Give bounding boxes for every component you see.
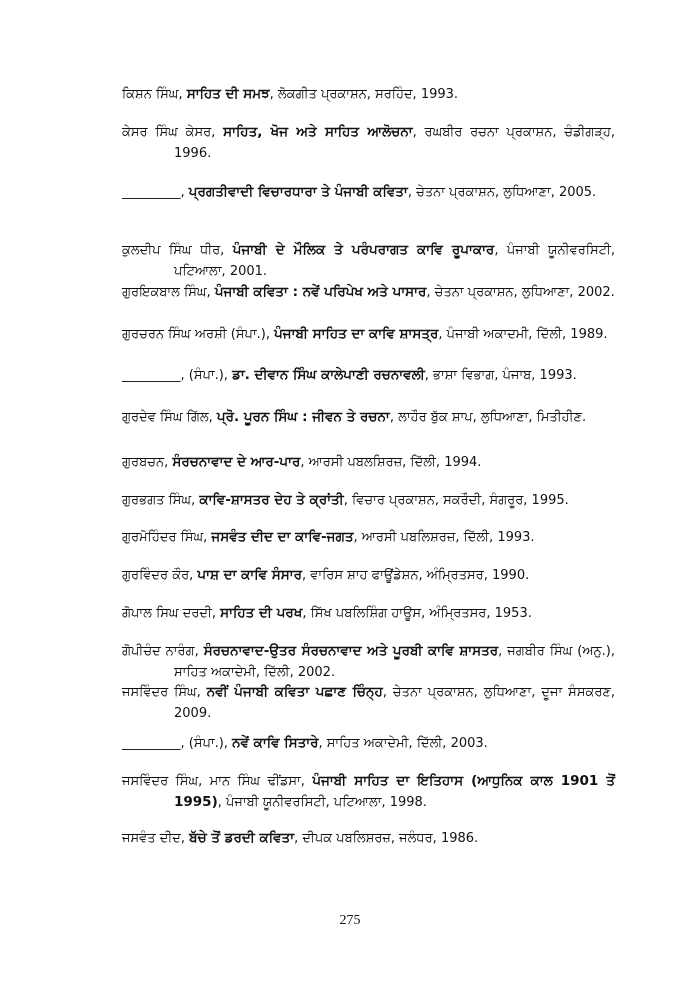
- entry-publication: , ਲਾਹੌਰ ਬੁੱਕ ਸ਼ਾਪ, ਲੁਧਿਆਣਾ, ਮਿਤੀਹੀਣ.: [389, 410, 587, 425]
- bibliography-entry: [122, 565, 615, 586]
- bibliography-entry: [122, 771, 615, 813]
- entry-publication: , ਭਾਸ਼ਾ ਵਿਭਾਗ, ਪੰਜਾਬ, 1993.: [424, 368, 577, 383]
- entry-publication: , ਚੇਤਨਾ ਪ੍ਰਕਾਸ਼ਨ, ਲੁਧਿਆਣਾ, 2002.: [426, 285, 615, 300]
- entry-author: ਗੁਰਚਰਨ ਸਿੰਘ ਅਰਸ਼ੀ (ਸੰਪਾ.),: [122, 327, 275, 342]
- entry-author: ਗੁਰਵਿੰਦਰ ਕੌਰ,: [122, 568, 198, 583]
- entry-author: _________,: [122, 185, 189, 200]
- entry-author: ਗੋਪੀਚੰਦ ਨਾਰੰਗ,: [122, 644, 204, 659]
- bibliography-entry: [122, 282, 615, 303]
- entry-publication: , ਲੋਕਗੀਤ ਪ੍ਰਕਾਸ਼ਨ, ਸਰਹਿੰਦ, 1993.: [269, 87, 459, 102]
- entry-publication: , ਸਾਹਿਤ ਅਕਾਦੇਮੀ, ਦਿੱਲੀ, 2003.: [318, 736, 488, 751]
- entry-publication: , ਪੰਜਾਬੀ ਯੂਨੀਵਰਸਿਟੀ, ਪਟਿਆਲਾ, 1998.: [217, 795, 427, 810]
- entry-publication: , ਜਗਬੀਰ ਸਿੰਘ (ਅਨੁ.), ਸਾਹਿਤ ਅਕਾਦੇਮੀ, ਦਿੱਲੀ, 2002.: [174, 644, 615, 680]
- entry-author: _________, (ਸੰਪਾ.),: [122, 368, 233, 383]
- entry-title: ਪੰਜਾਬੀ ਸਾਹਿਤ ਦਾ ਇਤਿਹਾਸ (ਆਧੁਨਿਕ ਕਾਲ 1901 ਤੋਂ 1995): [174, 773, 615, 810]
- entry-title: ਸਾਹਿਤ, ਖੋਜ ਅਤੇ ਸਾਹਿਤ ਆਲੋਚਨਾ: [223, 124, 413, 140]
- entry-publication: , ਆਰਸੀ ਪਬਲਿਸ਼ਰਜ਼, ਦਿੱਲੀ, 1993.: [353, 530, 535, 545]
- bibliography-entry: [122, 828, 615, 849]
- entry-author: ਗੁਰਦੇਵ ਸਿੰਘ ਗਿੱਲ,: [122, 410, 217, 425]
- bibliography-entry: [122, 324, 615, 345]
- bibliography-entry: [122, 733, 615, 754]
- entry-publication: , ਪੰਜਾਬੀ ਅਕਾਦਮੀ, ਦਿੱਲੀ, 1989.: [438, 327, 608, 342]
- bibliography-entry: [122, 84, 615, 105]
- bibliography-entry: [122, 490, 615, 511]
- entry-author: ਗੋਪਾਲ ਸਿਘ ਦਰਦੀ,: [122, 606, 221, 621]
- entry-author: ਕੇਸਰ ਸਿੰਘ ਕੇਸਰ,: [122, 125, 224, 140]
- entry-publication: , ਚੇਤਨਾ ਪ੍ਰਕਾਸ਼ਨ, ਲੁਧਿਆਣਾ, 2005.: [407, 185, 597, 200]
- entry-title: ਸੰਰਚਨਾਵਾਦ ਦੇ ਆਰ-ਪਾਰ: [172, 454, 301, 470]
- bibliography-entry: [122, 452, 615, 473]
- entry-author: ਗੁਰਮੋਹਿੰਦਰ ਸਿੰਘ,: [122, 530, 212, 545]
- entry-title: ਸਾਹਿਤ ਦੀ ਸਮਝ: [186, 86, 270, 102]
- bibliography-entry: [122, 407, 615, 428]
- entry-title: ਨਵੀਂ ਪੰਜਾਬੀ ਕਵਿਤਾ ਪਛਾਣ ਚਿੰਨ੍ਹ: [206, 684, 383, 700]
- entry-title: ਬੱਚੇ ਤੋਂ ਡਰਦੀ ਕਵਿਤਾ: [189, 830, 295, 846]
- entry-publication: , ਸਿੱਖ ਪਬਲਿਸ਼ਿੰਗ ਹਾਊਸ, ਅੰਮ੍ਰਿਤਸਰ, 1953.: [302, 606, 532, 621]
- entry-title: ਪਾਸ਼ ਦਾ ਕਾਵਿ ਸੰਸਾਰ: [197, 567, 302, 583]
- entry-title: ਜਸਵੰਤ ਦੀਦ ਦਾ ਕਾਵਿ-ਜਗਤ: [211, 529, 354, 545]
- entry-title: ਸਾਹਿਤ ਦੀ ਪਰਖ: [220, 605, 303, 621]
- entry-title: ਕਾਵਿ-ਸ਼ਾਸਤਰ ਦੇਹ ਤੇ ਕ੍ਰਾਂਤੀ: [199, 492, 344, 508]
- entry-title: ਨਵੇਂ ਕਾਵਿ ਸਿਤਾਰੇ: [232, 735, 319, 751]
- entry-publication: , ਦੀਪਕ ਪਬਲਿਸ਼ਰਜ਼, ਜਲੰਧਰ, 1986.: [294, 831, 479, 846]
- bibliography-entry: [122, 641, 615, 683]
- entry-publication: , ਆਰਸੀ ਪਬਲਸ਼ਿਰਜ਼, ਦਿੱਲੀ, 1994.: [300, 455, 482, 470]
- entry-title: ਪ੍ਰੋ. ਪੂਰਨ ਸਿੰਘ : ਜੀਵਨ ਤੇ ਰਚਨਾ: [216, 409, 390, 425]
- entry-author: ਜਸਵੰਤ ਦੀਦ,: [122, 831, 190, 846]
- entry-title: ਸੰਰਚਨਾਵਾਦ-ਉਤਰ ਸੰਰਚਨਾਵਾਦ ਅਤੇ ਪੂਰਬੀ ਕਾਵਿ ਸ਼ਾਸਤਰ: [203, 643, 499, 659]
- bibliography-entry: [122, 603, 615, 624]
- entry-author: ਜਸਵਿੰਦਰ ਸਿੰਘ, ਮਾਨ ਸਿੰਘ ਢੀਂਡਸਾ,: [122, 774, 313, 789]
- page-number: 275: [339, 913, 361, 928]
- entry-author: ਕੁਲਦੀਪ ਸਿੰਘ ਧੀਰ,: [122, 243, 233, 258]
- entry-author: ਗੁਰਭਗਤ ਸਿੰਘ,: [122, 493, 200, 508]
- entry-publication: , ਚੇਤਨਾ ਪ੍ਰਕਾਸ਼ਨ, ਲੁਧਿਆਣਾ, ਦੂਜਾ ਸੰਸਕਰਣ, 2009.: [174, 685, 615, 721]
- entry-author: ਕਿਸ਼ਨ ਸਿੰਘ,: [122, 87, 187, 102]
- entry-title: ਡਾ. ਦੀਵਾਨ ਸਿੰਘ ਕਾਲੇਪਾਣੀ ਰਚਨਾਵਲੀ: [232, 367, 425, 383]
- entry-author: ਜਸਵਿੰਦਰ ਸਿੰਘ,: [122, 685, 207, 700]
- bibliography-entry: [122, 122, 615, 164]
- bibliography-entry: [122, 182, 615, 203]
- bibliography-entry: [122, 240, 615, 282]
- entry-title: ਪੰਜਾਬੀ ਦੇ ਮੌਲਿਕ ਤੇ ਪਰੰਪਰਾਗਤ ਕਾਵਿ ਰੂਪਾਕਾਰ: [232, 242, 495, 258]
- bibliography-entry: [122, 682, 615, 724]
- entry-publication: , ਵਿਚਾਰ ਪ੍ਰਕਾਸ਼ਨ, ਸਕਰੌਦੀ, ਸੰਗਰੂਰ, 1995.: [343, 493, 569, 508]
- entry-title: ਪੰਜਾਬੀ ਕਵਿਤਾ : ਨਵੇਂ ਪਰਿਪੇਖ ਅਤੇ ਪਾਸਾਰ: [214, 284, 427, 300]
- entry-publication: , ਪੰਜਾਬੀ ਯੂਨੀਵਰਸਿਟੀ, ਪਟਿਆਲਾ, 2001.: [174, 243, 615, 279]
- bibliography-entry: [122, 365, 615, 386]
- entry-title: ਪੰਜਾਬੀ ਸਾਹਿਤ ਦਾ ਕਾਵਿ ਸ਼ਾਸਤ੍ਰ: [274, 326, 439, 342]
- entry-title: ਪ੍ਰਗਤੀਵਾਦੀ ਵਿਚਾਰਧਾਰਾ ਤੇ ਪੰਜਾਬੀ ਕਵਿਤਾ: [188, 184, 408, 200]
- entry-publication: , ਵਾਰਿਸ ਸ਼ਾਹ ਫਾਊਂਡੇਸ਼ਨ, ਅੰਮ੍ਰਿਤਸਰ, 1990.: [301, 568, 530, 583]
- entry-publication: , ਰਘਬੀਰ ਰਚਨਾ ਪ੍ਰਕਾਸ਼ਨ, ਚੰਡੀਗੜ੍ਹ, 1996.: [174, 125, 615, 161]
- entry-author: _________, (ਸੰਪਾ.),: [122, 736, 233, 751]
- bibliography-entry: [122, 527, 615, 548]
- entry-author: ਗੁਰਇਕਬਾਲ ਸਿੰਘ,: [122, 285, 215, 300]
- entry-author: ਗੁਰਬਚਨ,: [122, 455, 173, 470]
